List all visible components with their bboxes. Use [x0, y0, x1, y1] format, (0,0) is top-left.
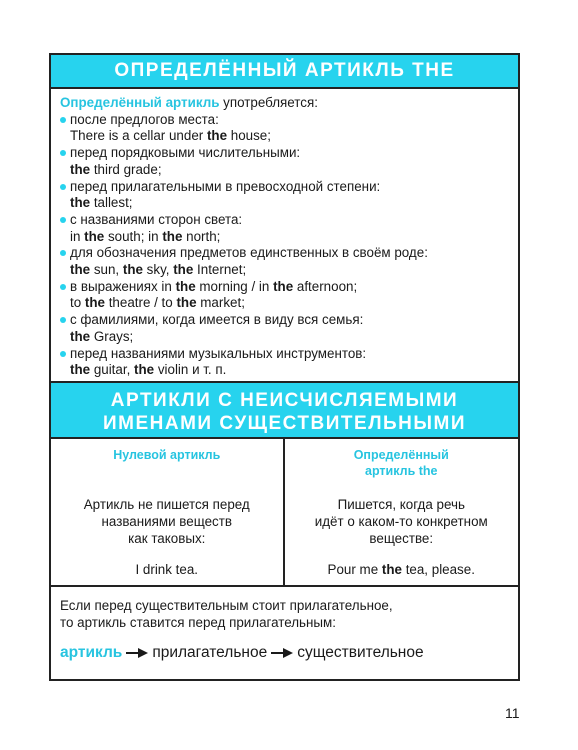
bullet-icon — [60, 250, 66, 256]
rule-item — [60, 112, 509, 145]
rule-heading: для обозначения предметов единственных в своём роде: — [70, 245, 428, 261]
example-text: north; — [182, 228, 221, 244]
definite-heading-line: Определённый — [353, 448, 449, 462]
rule-list — [60, 112, 509, 379]
section-title-uncountable — [51, 381, 518, 439]
flow-noun: существительное — [297, 644, 424, 661]
example-text: south; in — [104, 228, 163, 244]
definite-article-heading — [285, 447, 519, 479]
article-the: the — [70, 262, 91, 278]
example-text: sun, — [90, 262, 123, 278]
example-text: in — [70, 228, 85, 244]
definite-article-text — [285, 496, 519, 547]
zero-article-text — [51, 496, 283, 547]
bullet-icon — [60, 117, 66, 123]
rule-example — [70, 295, 509, 312]
article-the: the — [70, 195, 91, 211]
article-the: the — [70, 362, 91, 378]
intro-highlight: Определённый артикль — [60, 95, 220, 110]
rule-example — [70, 262, 509, 279]
article-the: the — [84, 295, 105, 311]
rule-item — [60, 279, 509, 312]
rule-example — [70, 229, 509, 246]
bullet-icon — [60, 150, 66, 156]
adjective-rule-line1: Если перед существительным стоит прилагательное, — [60, 598, 393, 613]
article-the: the — [173, 262, 194, 278]
bullet-icon — [60, 351, 66, 357]
example-text: Grays; — [90, 328, 134, 344]
example-text: to — [70, 295, 85, 311]
rule-heading: перед названиями музыкальных инструментов: — [70, 345, 367, 361]
rule-heading: перед прилагательными в превосходной степени: — [70, 178, 381, 194]
article-the: the — [122, 262, 143, 278]
example-text: sky, — [142, 262, 174, 278]
example-text: в выражениях in — [70, 278, 176, 294]
page-number: 11 — [505, 705, 520, 721]
comparison-columns — [51, 439, 518, 587]
example-text: There is a cellar under — [70, 128, 207, 144]
example-the: the — [381, 562, 402, 577]
adjective-rule-line2: то артикль ставится перед прилагательным: — [60, 615, 336, 630]
rule-example — [70, 162, 509, 179]
intro-line — [60, 95, 509, 112]
rules-table — [49, 53, 520, 681]
definite-text-line: идёт о каком-то конкретном — [314, 514, 488, 529]
example-pre: Pour me — [327, 562, 382, 577]
flow-article: артикль — [60, 644, 123, 661]
article-the: the — [162, 228, 183, 244]
bullet-icon — [60, 184, 66, 190]
zero-article-column — [51, 439, 285, 585]
rule-item — [60, 212, 509, 245]
zero-article-text-line: названиями веществ — [101, 514, 232, 529]
section-title-line2: ИМЕНАМИ СУЩЕСТВИТЕЛЬНЫМИ — [103, 413, 466, 434]
example-text: tallest; — [90, 195, 133, 211]
example-text: Internet; — [193, 262, 247, 278]
article-the: the — [84, 228, 105, 244]
definite-article-rules — [51, 89, 518, 381]
example-text: guitar, — [90, 362, 135, 378]
definite-heading-line: артикль the — [365, 464, 438, 478]
article-the: the — [134, 362, 155, 378]
definite-text-line: веществе: — [369, 531, 434, 546]
article-the: the — [70, 161, 91, 177]
arrow-right-icon — [126, 648, 148, 658]
intro-rest: употребляется: — [219, 95, 318, 110]
example-text: violin и т. п. — [154, 362, 227, 378]
rule-item — [60, 346, 509, 379]
bullet-icon — [60, 284, 66, 290]
zero-article-text-line: как таковых: — [128, 531, 206, 546]
rule-item — [60, 179, 509, 212]
zero-article-example: I drink tea. — [135, 562, 199, 577]
rule-item — [60, 145, 509, 178]
word-order-flow — [60, 644, 509, 661]
article-the: the — [206, 128, 228, 144]
rule-heading — [70, 279, 509, 296]
bullet-icon — [60, 317, 66, 323]
example-post: tea, please. — [401, 562, 475, 577]
example-text: market; — [196, 295, 245, 311]
rule-heading: перед порядковыми числительными: — [70, 145, 301, 161]
example-text: house; — [227, 128, 271, 144]
article-the: the — [273, 278, 294, 294]
rule-item — [60, 245, 509, 278]
definite-text-line: Пишется, когда речь — [337, 497, 465, 512]
section-title-line1: АРТИКЛИ С НЕИСЧИСЛЯЕМЫМИ — [110, 390, 459, 411]
article-the: the — [70, 328, 91, 344]
rule-example — [70, 362, 509, 379]
rule-item — [60, 312, 509, 345]
example-text: theatre / to — [104, 295, 177, 311]
flow-adjective: прилагательное — [152, 644, 268, 661]
bullet-icon — [60, 217, 66, 223]
zero-article-text-line: Артикль не пишется перед — [83, 497, 250, 512]
rule-example — [70, 128, 509, 145]
rule-heading: с фамилиями, когда имеется в виду вся семья: — [70, 312, 364, 328]
rule-heading: с названиями сторон света: — [70, 211, 243, 227]
definite-article-column — [285, 439, 519, 585]
article-the: the — [176, 295, 197, 311]
definite-article-example — [285, 561, 519, 578]
example-text: third grade; — [90, 161, 162, 177]
rule-heading: после предлогов места: — [70, 111, 219, 127]
section-title-definite-article: ОПРЕДЕЛЁННЫЙ АРТИКЛЬ THE — [51, 55, 518, 89]
zero-article-heading: Нулевой артикль — [113, 448, 221, 462]
example-text: morning / in — [195, 278, 274, 294]
adjective-rule — [51, 587, 518, 661]
example-text: afternoon; — [293, 278, 358, 294]
arrow-right-icon — [271, 648, 293, 658]
rule-example — [70, 329, 509, 346]
article-the: the — [175, 278, 196, 294]
rule-example — [70, 195, 509, 212]
